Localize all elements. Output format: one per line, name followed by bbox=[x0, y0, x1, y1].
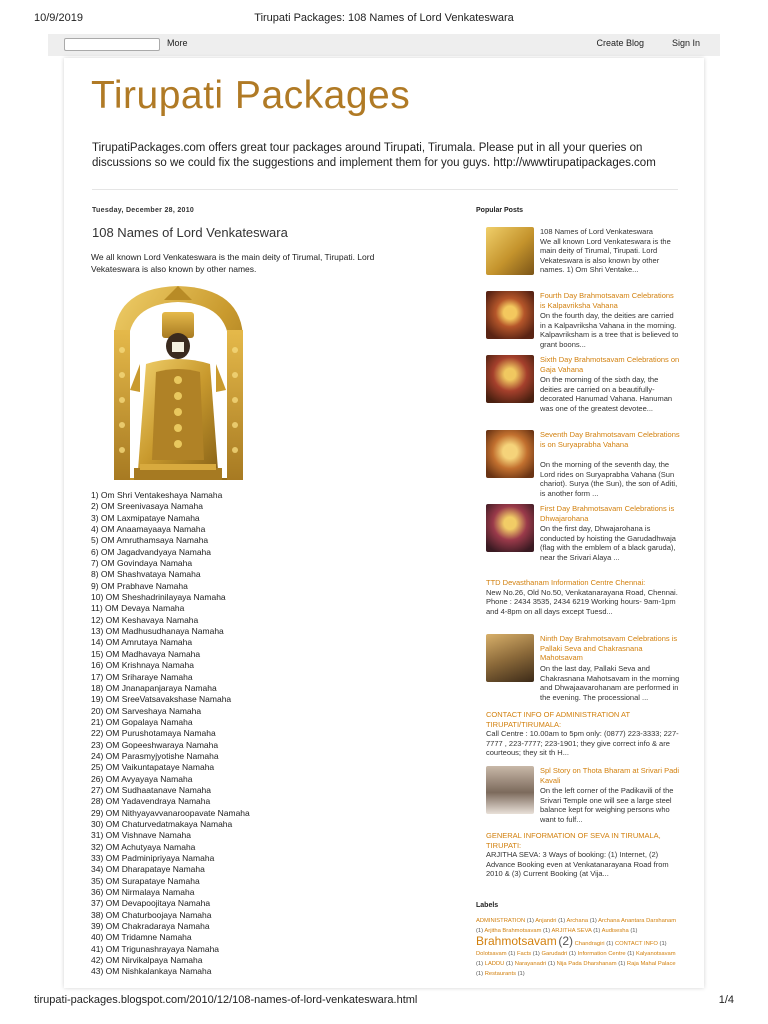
popular-post-snippet: On the fourth day, the deities are carried in a Kalpavriksha Vahana in the morning. Kalpavriksham is a tree that is believed to grant boons... bbox=[540, 311, 679, 349]
header-divider bbox=[92, 189, 678, 190]
list-item: 10) OM Sheshadrinilayaya Namaha bbox=[91, 592, 226, 603]
label-count: (1) bbox=[627, 951, 635, 957]
popular-post[interactable] bbox=[486, 355, 682, 419]
label-link[interactable]: ARJITHA SEVA bbox=[551, 928, 592, 934]
post-intro: We all known Lord Venkateswara is the main deity of Tirumal, Tirupati. Lord Vekateswara is also known by other names. bbox=[91, 252, 375, 274]
list-item: 34) OM Dharapataye Namaha bbox=[91, 864, 205, 875]
list-item: 36) OM Nirmalaya Namaha bbox=[91, 887, 195, 898]
label-link[interactable]: Brahmotsavam bbox=[476, 934, 557, 948]
list-item: 30) OM Chaturvedatmakaya Namaha bbox=[91, 818, 233, 829]
list-item: 28) OM Yadavendraya Namaha bbox=[91, 796, 211, 807]
labels-cloud bbox=[476, 916, 681, 979]
list-item: 39) OM Chakradaraya Namaha bbox=[91, 921, 210, 932]
post-thumbnail[interactable] bbox=[486, 430, 534, 478]
label-link[interactable]: Garudadri bbox=[541, 951, 568, 957]
list-item: 21) OM Gopalaya Namaha bbox=[91, 716, 193, 727]
list-item: 31) OM Vishnave Namaha bbox=[91, 830, 192, 841]
print-url: tirupati-packages.blogspot.com/2010/12/108-names-of-lord-venkateswara.html bbox=[34, 994, 418, 1006]
post-thumbnail[interactable] bbox=[486, 634, 534, 682]
popular-post-link[interactable]: TTD Devasthanam Information Centre Chennai: bbox=[486, 578, 646, 587]
label-count: (1) bbox=[606, 941, 614, 947]
label-count: (1) bbox=[659, 941, 667, 947]
sign-in-link[interactable]: Sign In bbox=[671, 38, 700, 48]
label-count: (1) bbox=[506, 961, 514, 967]
label-count: (2) bbox=[558, 934, 573, 948]
popular-post-link[interactable]: Fourth Day Brahmotsavam Celebrations is Kalpavriksha Vahana bbox=[540, 291, 674, 310]
label-link[interactable]: Archana bbox=[566, 918, 589, 924]
label-link[interactable]: CONTACT INFO bbox=[614, 941, 658, 947]
list-item: 32) OM Achutyaya Namaha bbox=[91, 841, 196, 852]
list-item: 23) OM Gopeeshwaraya Namaha bbox=[91, 739, 219, 750]
popular-post-snippet: We all known Lord Venkateswara is the main deity of Tirumal, Tirupati. Lord Vekateswara is also known by other names. 1) Om Shri Ventake... bbox=[540, 236, 671, 275]
popular-posts-heading: Popular Posts bbox=[476, 207, 524, 214]
popular-post-link[interactable]: CONTACT INFO OF ADMINISTRATION AT TIRUPATI/TIRUMALA: bbox=[486, 710, 630, 729]
list-item: 6) OM Jagadvandyaya Namaha bbox=[91, 546, 212, 557]
list-item: 2) OM Sreenivasaya Namaha bbox=[91, 501, 203, 512]
popular-post-snippet: Call Centre : 10.00am to 5pm only: (0877) 223-3333; 227-7777 , 223-7777; 223-1901; they give correct info & are courteous; they sit th H... bbox=[486, 729, 679, 758]
label-link[interactable]: Archana Anantara Darshanam bbox=[598, 918, 677, 924]
list-item: 38) OM Chaturboojaya Namaha bbox=[91, 909, 212, 920]
label-link[interactable]: Narayanadri bbox=[514, 961, 547, 967]
popular-post-snippet: On the morning of the seventh day, the Lord rides on Suryaprabha Vahana (Sun chariot). Surya (the Sun), the son of Aditi, is another form ... bbox=[540, 460, 678, 498]
post-title[interactable]: 108 Names of Lord Venkateswara bbox=[92, 225, 288, 240]
navbar-more-link[interactable]: More bbox=[167, 38, 188, 48]
list-item: 5) OM Amruthamsaya Namaha bbox=[91, 535, 209, 546]
popular-post-link[interactable]: First Day Brahmotsavam Celebrations is Dhwajarohana bbox=[540, 504, 675, 523]
popular-post-link[interactable]: Seventh Day Brahmotsavam Celebrations is on Suryaprabha Vahana bbox=[540, 430, 680, 449]
list-item: 18) OM Jnanapanjaraya Namaha bbox=[91, 682, 217, 693]
label-count: (1) bbox=[568, 951, 576, 957]
popular-post-link[interactable] bbox=[540, 227, 680, 275]
label-count: (1) bbox=[618, 961, 626, 967]
label-count: (1) bbox=[630, 928, 638, 934]
label-count: (1) bbox=[558, 918, 566, 924]
popular-post[interactable] bbox=[486, 766, 682, 822]
label-count: (1) bbox=[547, 961, 556, 967]
list-item: 14) OM Amrutaya Namaha bbox=[91, 637, 193, 648]
label-link[interactable]: Dolotsavam bbox=[476, 951, 507, 957]
list-item: 40) OM Tridamne Namaha bbox=[91, 932, 192, 943]
popular-post[interactable] bbox=[486, 227, 682, 277]
post-date: Tuesday, December 28, 2010 bbox=[92, 207, 195, 214]
popular-post-link[interactable]: Ninth Day Brahmotsavam Celebrations is Pallaki Seva and Chakrasnana Mahotsavam bbox=[540, 634, 678, 663]
list-item: 16) OM Krishnaya Namaha bbox=[91, 660, 194, 671]
list-item: 29) OM Nithyayavvanaroopavate Namaha bbox=[91, 807, 250, 818]
label-count: (1) bbox=[532, 951, 540, 957]
label-link[interactable]: Audisesha bbox=[601, 928, 629, 934]
blog-description: TirupatiPackages.com offers great tour packages around Tirupati, Tirumala. Please put in all your queries on discussions so we could fix the suggestions and implement them for you guys. http://wwwtirupatipackages.com bbox=[92, 142, 656, 169]
label-link[interactable]: Raja Mahal Palace bbox=[626, 961, 676, 967]
list-item: 22) OM Purushotamaya Namaha bbox=[91, 728, 216, 739]
list-item: 4) OM Anaamayaaya Namaha bbox=[91, 524, 206, 535]
names-list bbox=[91, 490, 250, 978]
list-item: 1) Om Shri Ventakeshaya Namaha bbox=[91, 490, 223, 500]
label-link[interactable]: Facts bbox=[516, 951, 532, 957]
label-link[interactable]: Arjitha Brahmotsavam bbox=[484, 928, 542, 934]
list-item: 3) OM Laxmipataye Namaha bbox=[91, 512, 200, 523]
popular-post-snippet: On the first day, Dhwajarohana is conducted by hoisting the Garudadhwaja (flag with the emblem of a black garuda), near the Srivari Alaya ... bbox=[540, 524, 676, 562]
list-item: 19) OM SreeVatsavakshase Namaha bbox=[91, 694, 232, 705]
list-item: 37) OM Devapoojitaya Namaha bbox=[91, 898, 211, 909]
label-count: (1) bbox=[517, 971, 525, 977]
venkateswara-image bbox=[100, 280, 257, 486]
create-blog-link[interactable]: Create Blog bbox=[596, 38, 644, 48]
print-page-number: 1/4 bbox=[718, 994, 734, 1006]
label-count: (1) bbox=[476, 971, 484, 977]
popular-post-title[interactable]: 108 Names of Lord Venkateswara bbox=[540, 227, 653, 236]
label-count: (1) bbox=[543, 928, 551, 934]
list-item: 27) OM Sudhaatanave Namaha bbox=[91, 784, 212, 795]
list-item: 43) OM Nishkalankaya Namaha bbox=[91, 966, 212, 977]
post-thumbnail[interactable] bbox=[486, 766, 534, 814]
post-thumbnail[interactable] bbox=[486, 227, 534, 275]
popular-post-link[interactable]: Sixth Day Brahmotsavam Celebrations on Gaja Vahana bbox=[540, 355, 680, 374]
popular-post[interactable] bbox=[486, 831, 682, 879]
list-item: 33) OM Padminipriyaya Namaha bbox=[91, 853, 215, 863]
list-item: 9) OM Prabhave Namaha bbox=[91, 580, 188, 591]
label-count: (1) bbox=[589, 918, 597, 924]
label-count: (1) bbox=[476, 961, 484, 967]
print-date: 10/9/2019 bbox=[34, 12, 83, 24]
label-link[interactable]: Chandragiri bbox=[574, 941, 605, 947]
popular-post[interactable] bbox=[486, 578, 682, 616]
label-count: (1) bbox=[526, 918, 534, 924]
list-item: 41) OM Trigunashrayaya Namaha bbox=[91, 943, 220, 954]
label-link[interactable]: Information Centre bbox=[577, 951, 626, 957]
popular-post-snippet: On the last day, Pallaki Seva and Chakrasnana Mahotsavam in the morning and Dhwajaavarohanam are performed in the evening. The processional ... bbox=[540, 664, 680, 702]
popular-post[interactable] bbox=[486, 291, 682, 347]
blog-title[interactable]: Tirupati Packages bbox=[91, 74, 411, 117]
label-link[interactable]: Anjandri bbox=[535, 918, 557, 924]
popular-post[interactable] bbox=[486, 634, 682, 704]
post-thumbnail[interactable] bbox=[486, 291, 534, 339]
list-item: 13) OM Madhusudhanaya Namaha bbox=[91, 626, 224, 637]
popular-post[interactable] bbox=[486, 430, 682, 498]
label-link[interactable]: Nija Pada Dharshanam bbox=[556, 961, 617, 967]
list-item: 26) OM Avyayaya Namaha bbox=[91, 773, 193, 784]
label-link[interactable]: ADMINISTRATION bbox=[476, 918, 526, 924]
label-link[interactable]: LADDU bbox=[484, 961, 505, 967]
navbar-search-input[interactable] bbox=[64, 38, 160, 51]
list-item: 25) OM Vaikuntapataye Namaha bbox=[91, 762, 215, 773]
label-count: (1) bbox=[593, 928, 601, 934]
post-thumbnail[interactable] bbox=[486, 504, 534, 552]
list-item: 20) OM Sarveshaya Namaha bbox=[91, 705, 202, 716]
popular-post-snippet: ARJITHA SEVA: 3 Ways of booking: (1) Internet, (2) Advance Booking even at Venkatanarayana Road from 2010 & (3) Current Booking (at Vija... bbox=[486, 850, 669, 879]
popular-post-link[interactable]: GENERAL INFORMATION OF SEVA IN TIRUMALA, TIRUPATI: bbox=[486, 831, 661, 850]
popular-post-snippet: New No.26, Old No.50, Venkatanarayana Road, Chennai. Phone : 2434 3535, 2434 6219 Working hours- 9am-1pm and 4-8pm on all days except Tuesd... bbox=[486, 587, 678, 616]
print-title: Tirupati Packages: 108 Names of Lord Venkateswara bbox=[254, 12, 514, 24]
list-item: 7) OM Govindaya Namaha bbox=[91, 558, 193, 569]
list-item: 17) OM Sriharaye Namaha bbox=[91, 671, 193, 682]
label-link[interactable]: Kalyanotsavam bbox=[635, 951, 676, 957]
popular-post-snippet: On the left corner of the Padikavili of the Srivari Temple one will see a large steel balance kept for weighing persons who want to fulf... bbox=[540, 786, 674, 824]
popular-post-link[interactable]: Spl Story on Thota Bharam at Srivari Padi Kavali bbox=[540, 766, 680, 785]
blogger-navbar bbox=[48, 34, 720, 56]
labels-heading: Labels bbox=[476, 902, 499, 909]
list-item: 24) OM Parasmyjyotishe Namaha bbox=[91, 750, 219, 761]
list-item: 11) OM Devaya Namaha bbox=[91, 603, 185, 614]
popular-post[interactable] bbox=[486, 710, 682, 758]
popular-post[interactable] bbox=[486, 504, 682, 568]
list-item: 35) OM Surapataye Namaha bbox=[91, 875, 200, 886]
label-link[interactable]: Restaurants bbox=[484, 971, 516, 977]
list-item: 8) OM Shashvataya Namaha bbox=[91, 569, 201, 580]
label-count: (1) bbox=[476, 928, 484, 934]
list-item: 15) OM Madhavaya Namaha bbox=[91, 648, 201, 659]
popular-post-snippet: On the morning of the sixth day, the deities are carried on a beautifully-decorated Hanumad Vahana. Hanuman was one of the greatest devotee... bbox=[540, 375, 673, 413]
list-item: 12) OM Keshavaya Namaha bbox=[91, 614, 199, 625]
label-count: (1) bbox=[508, 951, 516, 957]
list-item: 42) OM Nirvikalpaya Namaha bbox=[91, 955, 203, 966]
post-thumbnail[interactable] bbox=[486, 355, 534, 403]
